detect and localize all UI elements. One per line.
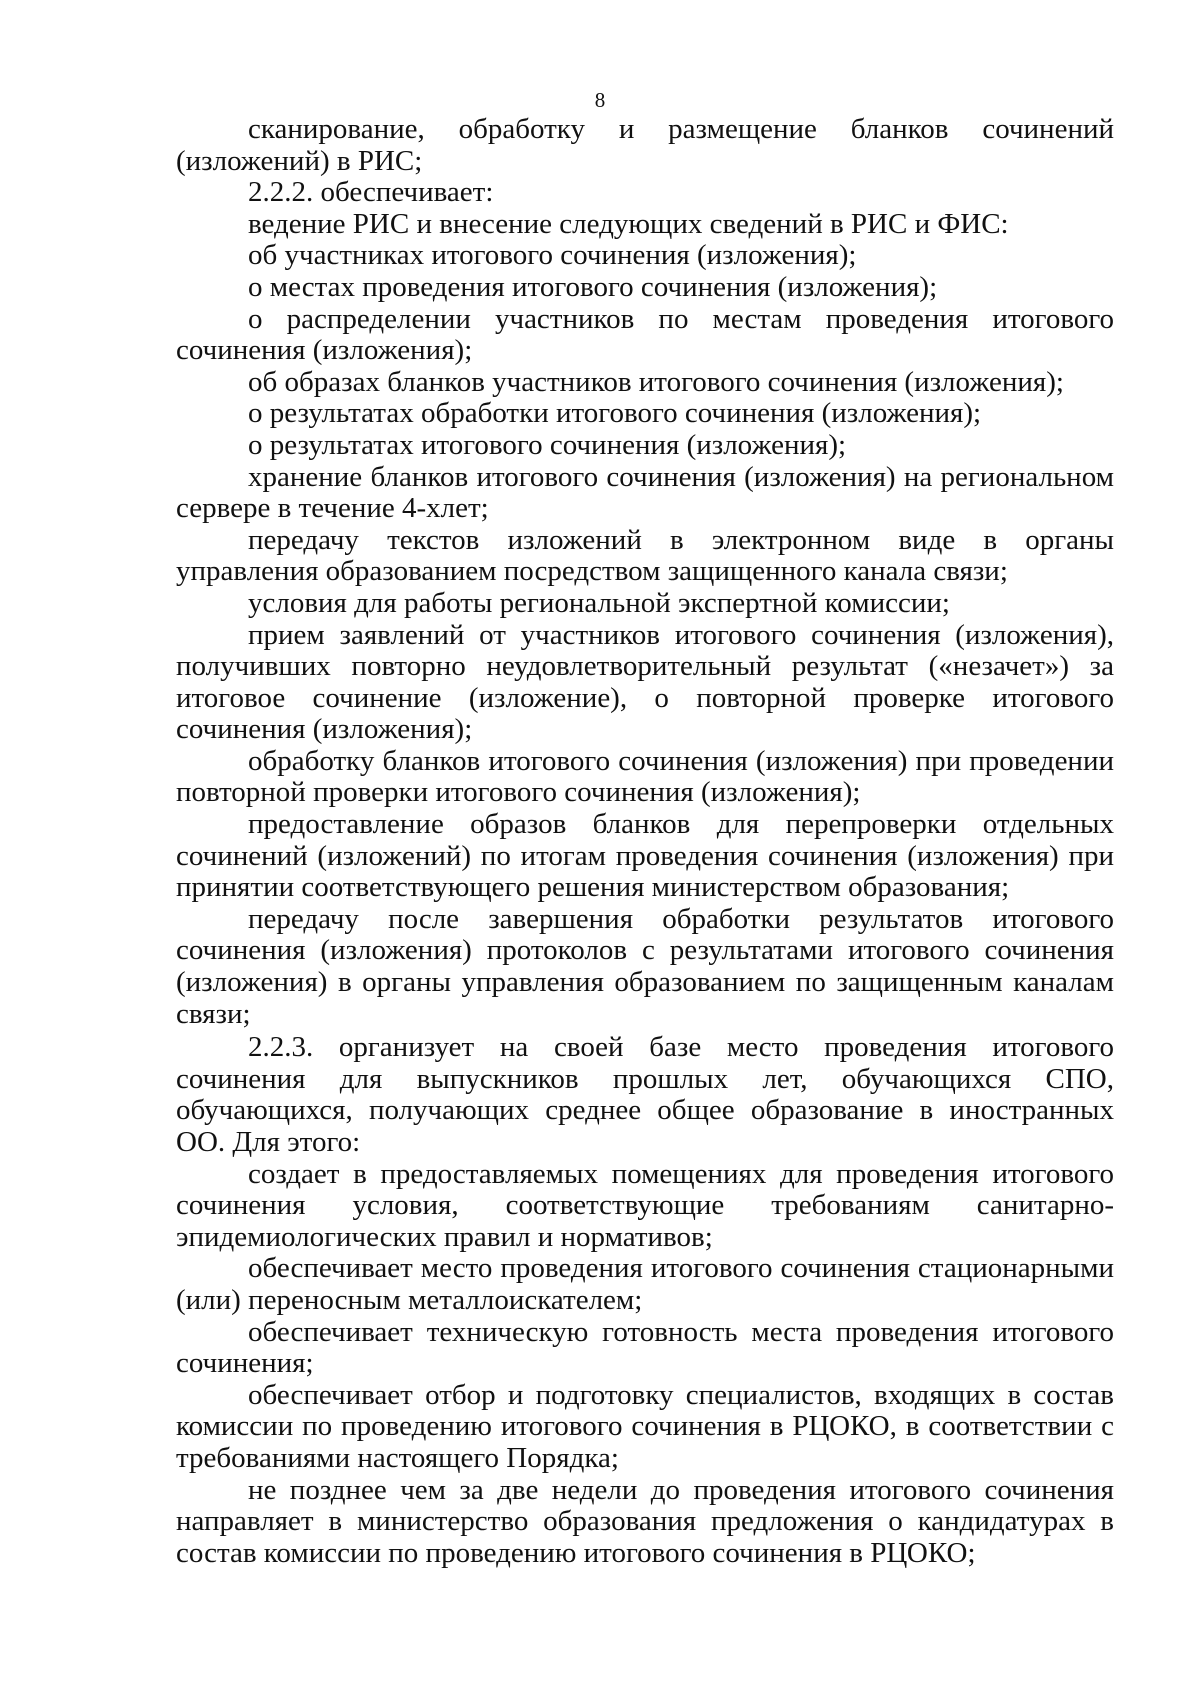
page-number: 8: [594, 88, 606, 112]
paragraph: создает в предоставляемых помещениях для проведения итогового сочинения условия, соответствующие требованиям санитарно-эпидемиологических правил и нормативов;: [176, 1157, 1114, 1253]
paragraph: о местах проведения итогового сочинения (изложения);: [248, 270, 938, 303]
paragraph: о результатах обработки итогового сочинения (изложения);: [248, 397, 982, 430]
document-body: [176, 114, 1114, 1569]
paragraph: не позднее чем за две недели до проведения итогового сочинения направляет в министерство образования предложения о кандидатурах в состав комиссии по проведению итогового сочинения в РЦОКО;: [176, 1473, 1114, 1569]
paragraph: условия для работы региональной экспертной комиссии;: [248, 586, 950, 619]
paragraph: об образах бланков участников итогового сочинения (изложения);: [248, 365, 1064, 398]
paragraph: предоставление образов бланков для перепроверки отдельных сочинений (изложений) по итогам проведения сочинения (изложения) при принятии соответствующего решения министерством образования;: [176, 808, 1114, 904]
paragraph: о результатах итогового сочинения (изложения);: [248, 428, 847, 461]
paragraph: о распределении участников по местам проведения итогового сочинения (изложения);: [176, 302, 1114, 367]
paragraph: обеспечивает место проведения итогового сочинения стационарными (или) переносным металлоискателем;: [176, 1252, 1114, 1316]
paragraph: передачу после завершения обработки результатов итогового сочинения (изложения) протоколов с результатами итогового сочинения (изложения) в органы управления образованием по защищенным каналам связи;: [176, 902, 1114, 1030]
paragraph: сканирование, обработку и размещение бланков сочинений (изложений) в РИС;: [176, 113, 1114, 177]
paragraph: передачу текстов изложений в электронном виде в органы управления образованием посредством защищенного канала связи;: [176, 523, 1114, 588]
paragraph: обеспечивает отбор и подготовку специалистов, входящих в состав комиссии по проведению итогового сочинения в РЦОКО, в соответствии с требованиями настоящего Порядка;: [176, 1378, 1114, 1474]
paragraph: прием заявлений от участников итогового сочинения (изложения), получивших повторно неудовлетворительный результат («незачет») за итоговое сочинение (изложение), о повторной проверке итогового сочинения (изложения);: [176, 618, 1114, 746]
paragraph: 2.2.2. обеспечивает:: [248, 176, 494, 209]
paragraph: обработку бланков итогового сочинения (изложения) при проведении повторной проверки итогового сочинения (изложения);: [176, 744, 1114, 809]
paragraph: 2.2.3. организует на своей базе место проведения итогового сочинения для выпускников прошлых лет, обучающихся СПО, обучающихся, получающих среднее общее образование в иностранных ОО. Для этого:: [176, 1031, 1114, 1158]
paragraph: об участниках итогового сочинения (изложения);: [248, 239, 857, 272]
paragraph: хранение бланков итогового сочинения (изложения) на региональном сервере в течение 4-хлет;: [176, 460, 1114, 525]
paragraph: ведение РИС и внесение следующих сведений в РИС и ФИС:: [248, 207, 1009, 240]
paragraph: обеспечивает техническую готовность места проведения итогового сочинения;: [176, 1315, 1114, 1380]
